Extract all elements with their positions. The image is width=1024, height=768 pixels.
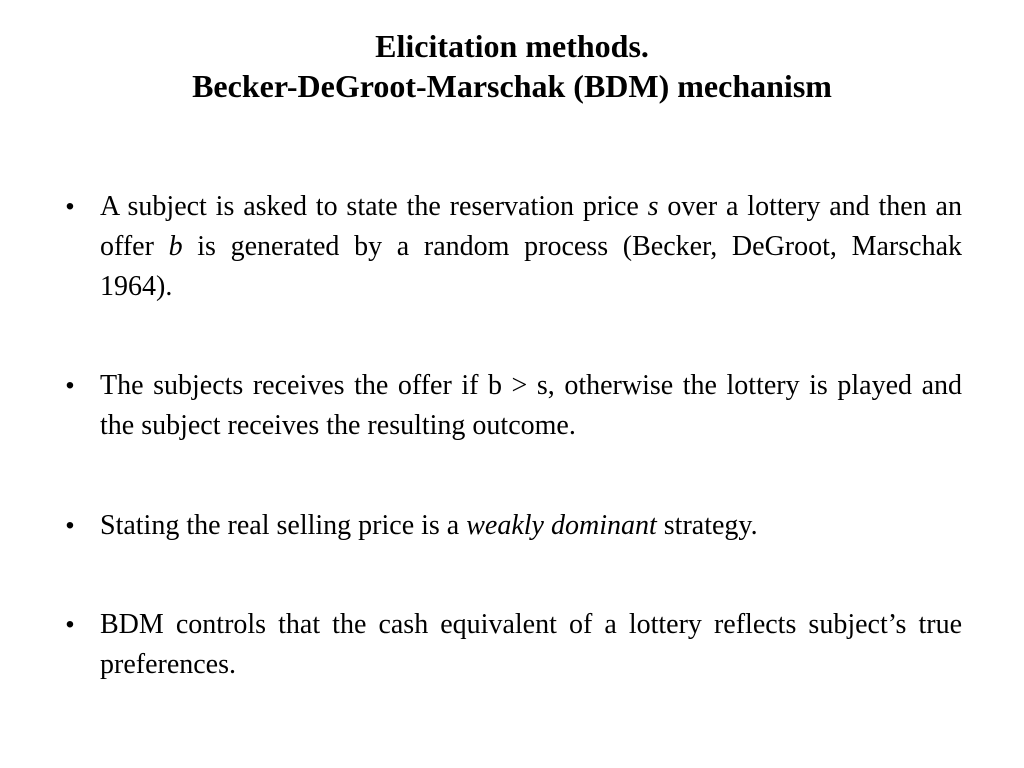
bullet-icon: • — [65, 512, 75, 539]
title-line-1: Elicitation methods. — [375, 28, 649, 64]
bullet-icon: • — [65, 611, 75, 638]
bullet-text: BDM controls that the cash equivalent of a lottery reflects subject’s true preferences. — [100, 609, 962, 680]
bullet-text: A subject is asked to state the reservation price — [100, 191, 648, 222]
bullet-icon: • — [65, 193, 75, 220]
bullet-item-bdm-controls — [65, 605, 962, 685]
variable-s: s — [647, 191, 659, 222]
title-line-2: Becker-DeGroot-Marschak (BDM) mechanism — [192, 68, 832, 104]
bullet-icon: • — [65, 372, 75, 399]
bullet-item-offer-rule — [65, 366, 962, 446]
bullet-text: over a lottery and then an offer — [100, 191, 962, 262]
variable-b: b — [168, 231, 183, 262]
bullet-text: Stating the real selling price is a — [100, 510, 467, 541]
emphasis-text: weakly dominant — [466, 510, 657, 541]
bullet-text: strategy. — [656, 510, 758, 541]
bullet-item-reservation-price — [65, 187, 962, 307]
bullet-text: The subjects receives the offer if b > s, otherwise the lottery is played and the subject receives the resulting outcome. — [100, 370, 962, 441]
bullet-item-dominant-strategy — [65, 506, 962, 546]
bullet-text: is generated by a random process (Becker, DeGroot, Marschak 1964). — [100, 231, 962, 302]
